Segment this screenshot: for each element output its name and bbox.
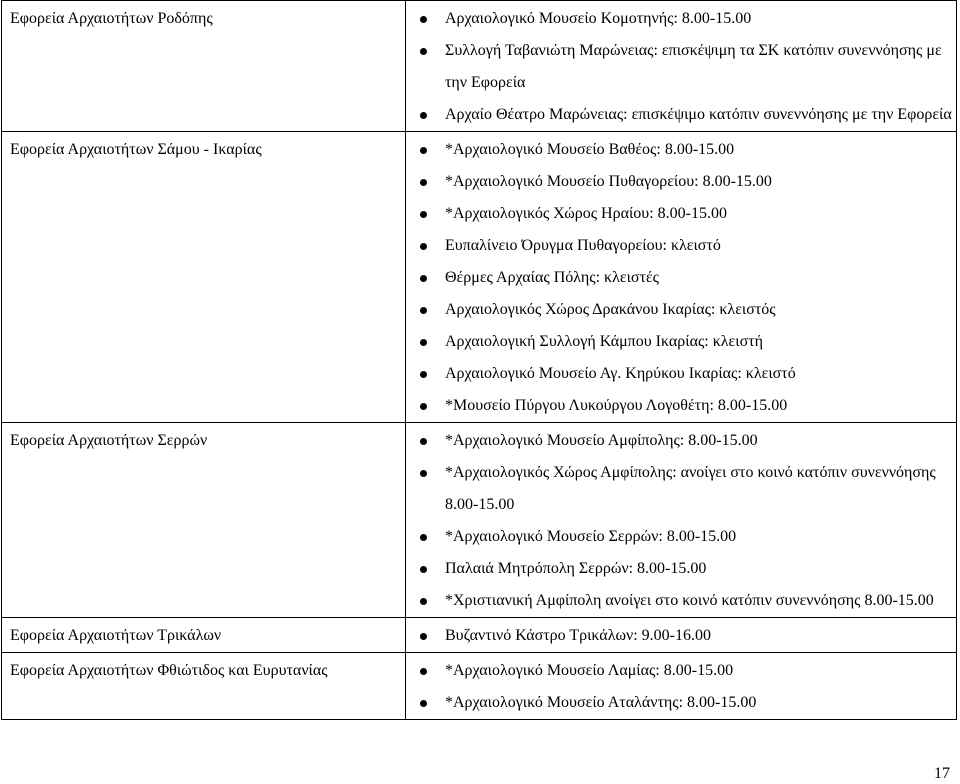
site-text: *Αρχαιολογικός Χώρος Ηραίου: 8.00-15.00 [445, 205, 727, 222]
sites-list [406, 620, 952, 652]
sites-list [406, 655, 952, 719]
site-text: *Μουσείο Πύργου Λυκούργου Λογοθέτη: 8.00-15.00 [445, 397, 788, 414]
list-item [406, 687, 952, 719]
ephorate-name: Εφορεία Αρχαιοτήτων Τρικάλων [2, 618, 406, 653]
site-text: *Αρχαιολογικό Μουσείο Βαθέος: 8.00-15.00 [445, 141, 735, 158]
site-text: *Αρχαιολογικό Μουσείο Πυθαγορείου: 8.00-15.00 [445, 173, 772, 190]
ephorate-name: Εφορεία Αρχαιοτήτων Ροδόπης [2, 1, 406, 132]
list-item [406, 99, 952, 131]
site-text: Θέρμες Αρχαίας Πόλης: κλειστές [445, 269, 659, 286]
page-number: 17 [934, 765, 950, 782]
bullet-icon [420, 371, 427, 378]
list-item [406, 198, 952, 230]
sites-cell [406, 423, 957, 618]
list-item [406, 134, 952, 166]
list-item [406, 585, 952, 617]
site-text: *Αρχαιολογικό Μουσείο Λαμίας: 8.00-15.00 [445, 662, 734, 679]
list-item [406, 262, 952, 294]
site-text: *Χριστιανική Αμφίπολη ανοίγει στο κοινό κατόπιν συνεννόησης 8.00-15.00 [445, 592, 934, 609]
site-text: *Αρχαιολογικό Μουσείο Αταλάντης: 8.00-15.00 [445, 694, 757, 711]
list-item [406, 166, 952, 198]
site-text: Βυζαντινό Κάστρο Τρικάλων: 9.00-16.00 [445, 627, 711, 644]
list-item [406, 294, 952, 326]
bullet-icon [420, 598, 427, 605]
bullet-icon [420, 211, 427, 218]
bullet-icon [420, 438, 427, 445]
list-item [406, 655, 952, 687]
list-item [406, 358, 952, 390]
bullet-icon [420, 668, 427, 675]
site-text: Αρχαιολογικό Μουσείο Αγ. Κηρύκου Ικαρίας: κλειστό [445, 365, 796, 382]
table-row [2, 423, 957, 618]
bullet-icon [420, 147, 427, 154]
list-item [406, 326, 952, 358]
bullet-icon [420, 339, 427, 346]
ephorate-sites-table [1, 0, 957, 720]
bullet-icon [420, 307, 427, 314]
sites-cell [406, 653, 957, 720]
site-text: Αρχαιολογικός Χώρος Δρακάνου Ικαρίας: κλειστός [445, 301, 776, 318]
sites-cell [406, 132, 957, 423]
list-item [406, 425, 952, 457]
site-text: Συλλογή Ταβανιώτη Μαρώνειας: επισκέψιμη τα ΣΚ κατόπιν συνεννόησης με την Εφορεία [445, 42, 942, 91]
list-item [406, 230, 952, 262]
list-item [406, 521, 952, 553]
bullet-icon [420, 700, 427, 707]
site-text: Αρχαιολογική Συλλογή Κάμπου Ικαρίας: κλειστή [445, 333, 763, 350]
sites-cell [406, 618, 957, 653]
list-item [406, 3, 952, 35]
ephorate-name: Εφορεία Αρχαιοτήτων Φθιώτιδος και Ευρυτανίας [2, 653, 406, 720]
sites-list [406, 3, 952, 131]
sites-cell [406, 1, 957, 132]
site-text: *Αρχαιολογικός Χώρος Αμφίπολης: ανοίγει στο κοινό κατόπιν συνεννόησης 8.00-15.00 [445, 464, 936, 513]
table-row [2, 1, 957, 132]
bullet-icon [420, 470, 427, 477]
sites-list [406, 134, 952, 422]
list-item [406, 620, 952, 652]
ephorate-name: Εφορεία Αρχαιοτήτων Σερρών [2, 423, 406, 618]
bullet-icon [420, 243, 427, 250]
table-row [2, 618, 957, 653]
bullet-icon [420, 179, 427, 186]
sites-list [406, 425, 952, 617]
bullet-icon [420, 566, 427, 573]
bullet-icon [420, 48, 427, 55]
bullet-icon [420, 16, 427, 23]
list-item [406, 35, 952, 99]
list-item [406, 390, 952, 422]
site-text: Αρχαίο Θέατρο Μαρώνειας: επισκέψιμο κατόπιν συνεννόησης με την Εφορεία [445, 106, 952, 123]
bullet-icon [420, 275, 427, 282]
bullet-icon [420, 112, 427, 119]
site-text: Αρχαιολογικό Μουσείο Κομοτηνής: 8.00-15.00 [445, 10, 752, 27]
list-item [406, 553, 952, 585]
bullet-icon [420, 534, 427, 541]
ephorate-name: Εφορεία Αρχαιοτήτων Σάμου - Ικαρίας [2, 132, 406, 423]
site-text: *Αρχαιολογικό Μουσείο Αμφίπολης: 8.00-15.00 [445, 432, 758, 449]
site-text: Παλαιά Μητρόπολη Σερρών: 8.00-15.00 [445, 560, 707, 577]
table-row [2, 653, 957, 720]
site-text: Ευπαλίνειο Όρυγμα Πυθαγορείου: κλειστό [445, 237, 721, 254]
bullet-icon [420, 633, 427, 640]
table-row [2, 132, 957, 423]
site-text: *Αρχαιολογικό Μουσείο Σερρών: 8.00-15.00 [445, 528, 737, 545]
bullet-icon [420, 403, 427, 410]
list-item [406, 457, 952, 521]
